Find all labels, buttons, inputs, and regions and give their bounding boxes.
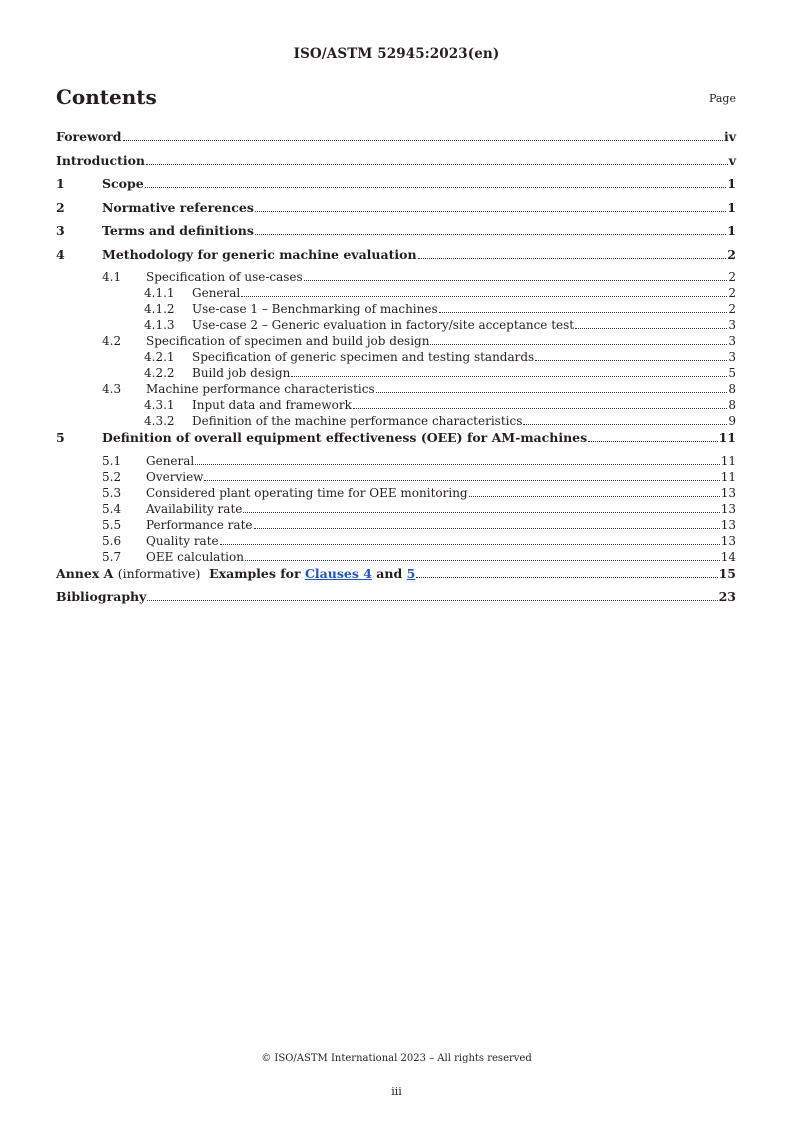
toc-entry-4-2[interactable] — [56, 334, 736, 350]
toc-entry-number: 4.2 — [102, 334, 122, 348]
toc-entry-5-4[interactable] — [56, 502, 736, 518]
toc-entry-2[interactable] — [56, 200, 736, 224]
toc-entry-number: 5.3 — [102, 485, 122, 500]
toc-entry-4-1[interactable] — [56, 270, 736, 286]
toc-entry-title: Specification of generic specimen and testing standards — [192, 350, 535, 364]
toc-entry-title: Foreword — [56, 129, 122, 144]
toc-entry-page: 23 — [718, 589, 736, 604]
toc-entry-number: 4.1 — [102, 270, 122, 284]
dot-leader — [523, 423, 727, 425]
toc-entry-5-3[interactable] — [56, 486, 736, 502]
toc-entry-title: Overview — [146, 469, 204, 484]
dot-leader — [204, 479, 719, 481]
toc-entry-4[interactable] — [56, 247, 736, 271]
toc-entry-5-5[interactable] — [56, 518, 736, 534]
table-of-contents — [56, 129, 736, 613]
toc-entry-5-6[interactable] — [56, 534, 736, 550]
toc-entry-page: 3 — [728, 318, 736, 332]
toc-entry-number: 4.2.1 — [144, 350, 175, 364]
toc-entry-page: 11 — [720, 469, 736, 484]
toc-entry-page: 3 — [728, 350, 736, 364]
dot-leader — [147, 599, 717, 601]
toc-entry-title: General — [146, 453, 195, 468]
toc-entry-page: 9 — [728, 414, 736, 428]
toc-entry-number: 5.2 — [102, 469, 122, 484]
dot-leader — [291, 375, 727, 377]
toc-entry-page: 3 — [728, 334, 736, 348]
toc-entry-page: 2 — [728, 286, 736, 300]
dot-leader — [304, 279, 728, 281]
toc-entry-page: 14 — [720, 549, 736, 564]
toc-entry-4-1-3[interactable] — [56, 318, 736, 334]
dot-leader — [241, 295, 727, 297]
dot-leader — [376, 391, 728, 393]
toc-entry-page: v — [728, 152, 736, 168]
toc-entry-bibliography[interactable] — [56, 589, 736, 613]
toc-entry-4-2-2[interactable] — [56, 366, 736, 382]
annex-note: (informative) — [117, 565, 201, 581]
toc-entry-4-3-2[interactable] — [56, 414, 736, 430]
toc-entry-page: 15 — [718, 565, 736, 581]
page-number: iii — [391, 1085, 402, 1098]
toc-entry-title: Machine performance characteristics — [146, 382, 375, 396]
toc-entry-title: Normative references — [102, 199, 254, 215]
toc-entry-title: Bibliography — [56, 589, 147, 604]
toc-entry-3[interactable] — [56, 223, 736, 247]
dot-leader — [243, 511, 719, 513]
dot-leader — [416, 576, 717, 578]
toc-entry-1[interactable] — [56, 176, 736, 200]
toc-entry-title — [56, 566, 415, 581]
toc-entry-number: 4.3.2 — [144, 414, 175, 428]
toc-entry-page: 1 — [727, 176, 736, 191]
dot-leader — [220, 543, 720, 545]
toc-entry-title: Performance rate — [146, 517, 253, 532]
toc-entry-title: Methodology for generic machine evaluation — [102, 246, 417, 262]
toc-entry-4-3[interactable] — [56, 382, 736, 398]
annex-label: Annex A — [56, 565, 114, 581]
dot-leader — [245, 559, 720, 561]
toc-entry-title: Definition of the machine performance characteristics — [192, 414, 523, 428]
clause-4-link[interactable]: Clauses 4 — [304, 565, 372, 581]
contents-title: Contents — [56, 85, 157, 109]
toc-entry-page: iv — [723, 129, 736, 144]
toc-entry-foreword[interactable] — [56, 129, 736, 153]
dot-leader — [123, 139, 723, 141]
toc-entry-5-1[interactable] — [56, 454, 736, 470]
toc-entry-title: Quality rate — [146, 533, 219, 548]
toc-entry-5-7[interactable] — [56, 550, 736, 566]
toc-entry-title: Use-case 2 – Generic evaluation in factory/site acceptance test — [192, 318, 575, 332]
toc-entry-4-1-1[interactable] — [56, 286, 736, 302]
toc-entry-4-1-2[interactable] — [56, 302, 736, 318]
toc-entry-number: 4.3.1 — [144, 398, 175, 412]
document-id-header: ISO/ASTM 52945:2023(en) — [293, 46, 500, 62]
toc-entry-number: 5.4 — [102, 501, 122, 516]
toc-entry-title: Input data and framework — [192, 398, 352, 412]
toc-entry-page: 8 — [728, 382, 736, 396]
toc-entry-4-2-1[interactable] — [56, 350, 736, 366]
toc-entry-5[interactable] — [56, 430, 736, 454]
dot-leader — [255, 233, 726, 235]
toc-entry-number: 5.1 — [102, 453, 122, 468]
toc-entry-page: 5 — [728, 366, 736, 380]
dot-leader — [255, 210, 726, 212]
toc-entry-title: General — [192, 286, 241, 300]
copyright-footer: © ISO/ASTM International 2023 – All rights reserved — [261, 1053, 532, 1064]
toc-entry-number: 3 — [56, 223, 65, 238]
dot-leader — [439, 311, 728, 313]
toc-entry-page: 13 — [720, 517, 736, 532]
dot-leader — [535, 359, 727, 361]
toc-entry-number: 4 — [56, 246, 65, 262]
toc-entry-annex-a[interactable] — [56, 566, 736, 590]
toc-entry-page: 2 — [728, 270, 736, 284]
toc-entry-title: Terms and definitions — [102, 223, 254, 238]
toc-entry-number: 4.1.1 — [144, 286, 175, 300]
toc-entry-page: 8 — [728, 398, 736, 412]
toc-entry-number: 4.1.3 — [144, 318, 175, 332]
toc-entry-title: Scope — [102, 176, 144, 191]
page-column-label: Page — [708, 92, 736, 105]
toc-entry-4-3-1[interactable] — [56, 398, 736, 414]
annex-prefix: Examples for — [209, 565, 301, 581]
toc-entry-page: 11 — [718, 430, 736, 445]
dot-leader — [469, 495, 720, 497]
toc-entry-page: 13 — [720, 485, 736, 500]
dot-leader — [588, 440, 717, 442]
toc-entry-number: 5 — [56, 430, 65, 445]
toc-entry-page: 13 — [720, 501, 736, 516]
toc-entry-number: 4.1.2 — [144, 302, 175, 316]
dot-leader — [146, 163, 728, 165]
annex-conj: and — [376, 565, 403, 581]
toc-entry-introduction[interactable] — [56, 153, 736, 177]
toc-entry-page: 2 — [727, 246, 736, 262]
toc-entry-title: Availability rate — [146, 501, 243, 516]
toc-entry-title: Use-case 1 – Benchmarking of machines — [192, 302, 438, 316]
dot-leader — [418, 257, 727, 259]
toc-entry-page: 13 — [720, 533, 736, 548]
toc-entry-number: 5.7 — [102, 549, 122, 564]
toc-entry-title: Specification of specimen and build job design — [146, 334, 430, 348]
toc-entry-title: Build job design — [192, 366, 291, 380]
toc-entry-title: Definition of overall equipment effectiveness (OEE) for AM-machines — [102, 430, 588, 445]
dot-leader — [145, 186, 727, 188]
toc-entry-number: 2 — [56, 199, 65, 215]
toc-entry-number: 4.2.2 — [144, 366, 175, 380]
toc-entry-page: 11 — [720, 453, 736, 468]
toc-entry-title: OEE calculation — [146, 549, 244, 564]
toc-entry-title: Specification of use-cases — [146, 270, 303, 284]
dot-leader — [353, 407, 728, 409]
toc-entry-number: 5.6 — [102, 533, 122, 548]
dot-leader — [430, 343, 727, 345]
toc-entry-number: 1 — [56, 176, 65, 191]
toc-entry-page: 2 — [728, 302, 736, 316]
clause-5-link[interactable]: 5 — [406, 565, 416, 581]
toc-entry-number: 5.5 — [102, 517, 122, 532]
dot-leader — [195, 463, 719, 465]
toc-entry-title: Considered plant operating time for OEE monitoring — [146, 485, 468, 500]
toc-entry-page: 1 — [727, 223, 736, 238]
dot-leader — [575, 327, 727, 329]
dot-leader — [254, 527, 720, 529]
toc-entry-5-2[interactable] — [56, 470, 736, 486]
toc-entry-title: Introduction — [56, 152, 146, 168]
toc-entry-number: 4.3 — [102, 382, 122, 396]
toc-entry-page: 1 — [727, 199, 736, 215]
